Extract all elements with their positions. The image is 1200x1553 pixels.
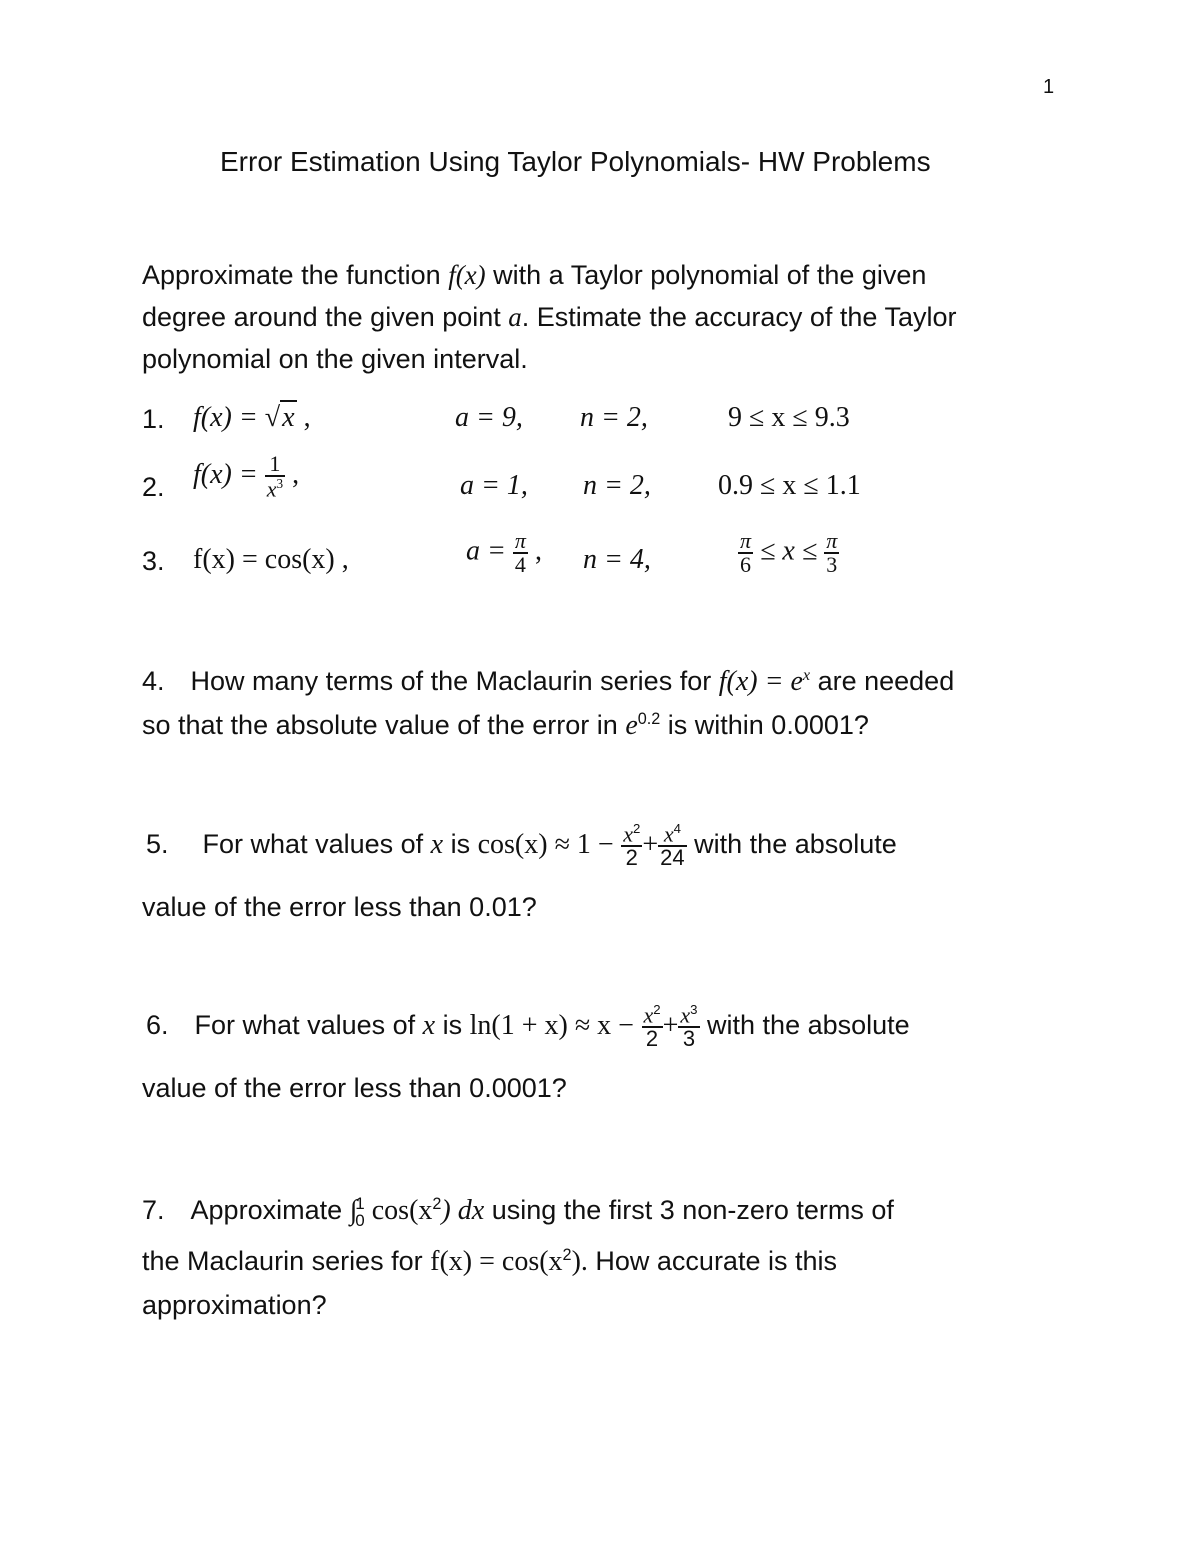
problem-4-line-2	[142, 710, 869, 742]
problem-1-number: 1.	[142, 404, 165, 434]
frac-denominator: x	[266, 476, 277, 502]
problem-2-degree: n = 2,	[583, 470, 651, 501]
math-fx: f(x) =	[193, 402, 265, 433]
frac-denominator: 24	[660, 845, 685, 871]
problem-text: with the absolute	[707, 1009, 910, 1040]
frac-denominator: 2	[625, 845, 638, 871]
intro-text: Approximate the function	[142, 260, 449, 290]
problem-2-number: 2.	[142, 472, 165, 502]
problem-text: is	[443, 828, 478, 859]
problem-text: with the absolute	[694, 828, 897, 859]
problem-1-function: f(x) = √x ,	[193, 402, 311, 433]
inequality: ≤ x ≤	[753, 535, 825, 567]
problem-3-number: 3.	[142, 546, 165, 576]
intro-text: degree around the given point	[142, 302, 509, 332]
math-a: a =	[466, 535, 506, 567]
problem-text: For what values of	[194, 1009, 423, 1040]
problem-number: 6.	[146, 1009, 169, 1040]
problem-text: is within 0.0001?	[660, 710, 869, 740]
integral-sign: ∫	[349, 1195, 358, 1227]
problem-text: For what values of	[202, 828, 431, 859]
frac-denominator: 2	[645, 1026, 659, 1052]
comma: ,	[527, 535, 542, 567]
math-function: f(x) = cos(x	[430, 1246, 563, 1277]
problem-text: using the first 3 non-zero terms of	[484, 1195, 894, 1226]
problem-3-center	[466, 530, 542, 576]
frac-numerator: 1	[265, 453, 285, 477]
exponent: 2	[633, 821, 641, 836]
fraction	[658, 822, 686, 869]
exponent: 2	[653, 1002, 661, 1017]
problem-2-function	[193, 453, 299, 500]
frac-numerator: x	[643, 1002, 654, 1028]
exponent: 2	[432, 1195, 442, 1214]
exponent: 3	[690, 1002, 698, 1017]
sqrt-arg: x	[282, 402, 295, 433]
frac-denominator: 3	[682, 1026, 696, 1052]
page-title: Error Estimation Using Taylor Polynomials- HW Problems	[220, 146, 931, 177]
problem-number: 5.	[146, 828, 169, 859]
problem-7-line-1	[142, 1195, 894, 1229]
plus-sign: +	[642, 828, 659, 860]
frac-denominator: 3	[826, 552, 838, 577]
frac-numerator: x	[663, 821, 674, 847]
intro-text: with a Taylor polynomial of the given	[485, 260, 927, 290]
fraction	[738, 530, 753, 576]
intro-line-1	[142, 260, 926, 291]
problem-1-degree: n = 2,	[580, 402, 648, 433]
problem-2-interval: 0.9 ≤ x ≤ 1.1	[718, 470, 861, 501]
problem-6-line-1	[146, 1003, 910, 1050]
math-a: a	[508, 302, 522, 332]
math-fx: f(x)	[448, 260, 486, 290]
exponent: 4	[673, 821, 681, 836]
exponent: x	[802, 666, 811, 684]
intro-line-2	[142, 302, 956, 333]
problem-7-line-2	[142, 1246, 837, 1278]
math-fx: f(x) =	[193, 459, 258, 491]
problem-1-center: a = 9,	[455, 402, 523, 433]
fraction	[265, 453, 285, 500]
page-number: 1	[1043, 76, 1055, 98]
problem-7-line-3: approximation?	[142, 1290, 327, 1320]
fraction	[642, 1003, 663, 1050]
math-function: ).	[571, 1246, 588, 1277]
math-expression: ln(1 + x) ≈ x −	[469, 1009, 634, 1041]
problem-text: Approximate	[190, 1195, 350, 1226]
integrand: ) dx	[441, 1195, 485, 1227]
problem-text: is	[435, 1009, 470, 1040]
integral-lower-limit: 0	[355, 1211, 365, 1230]
problem-text: are needed	[810, 666, 955, 696]
integral-upper-limit: 1	[355, 1194, 365, 1213]
problem-5-line-1	[146, 822, 897, 869]
comma: ,	[296, 402, 311, 433]
frac-denominator: 4	[514, 552, 526, 577]
fraction	[621, 822, 642, 869]
problem-1-interval: 9 ≤ x ≤ 9.3	[728, 402, 850, 433]
integrand: cos(x	[364, 1195, 433, 1227]
comma: ,	[285, 459, 300, 491]
problem-number: 4.	[142, 666, 165, 696]
frac-denominator: 6	[740, 552, 752, 577]
problem-text: so that the absolute value of the error in	[142, 710, 626, 740]
fraction	[513, 530, 528, 576]
intro-text: . Estimate the accuracy of the Taylor	[521, 302, 957, 332]
exponent: 3	[276, 476, 284, 491]
problem-text: How accurate is this	[587, 1246, 837, 1276]
math-expression: cos(x) ≈ 1 −	[477, 828, 614, 860]
problem-5-line-2: value of the error less than 0.01?	[142, 892, 537, 922]
fraction	[824, 530, 839, 576]
fraction	[678, 1003, 699, 1050]
exponent: 2	[562, 1246, 572, 1264]
exponent: 0.2	[637, 710, 661, 728]
math-function: f(x) = e	[718, 666, 803, 697]
frac-numerator: π	[826, 528, 838, 553]
math-x: x	[422, 1009, 436, 1041]
math-e: e	[625, 710, 638, 741]
problem-text: How many terms of the Maclaurin series for	[190, 666, 719, 696]
problem-3-interval	[738, 530, 839, 576]
problem-number: 7.	[142, 1195, 165, 1226]
problem-3-function: f(x) = cos(x) ,	[193, 544, 349, 575]
plus-sign: +	[662, 1009, 679, 1041]
frac-numerator: x	[623, 821, 634, 847]
problem-text: the Maclaurin series for	[142, 1246, 431, 1276]
problem-4-line-1	[142, 666, 954, 698]
problem-6-line-2: value of the error less than 0.0001?	[142, 1073, 567, 1103]
intro-line-3: polynomial on the given interval.	[142, 344, 528, 374]
math-x: x	[430, 828, 444, 860]
problem-3-degree: n = 4,	[583, 544, 651, 575]
problem-2-center: a = 1,	[460, 470, 528, 501]
frac-numerator: π	[740, 528, 752, 553]
frac-numerator: π	[514, 528, 526, 553]
frac-numerator: x	[680, 1002, 691, 1028]
